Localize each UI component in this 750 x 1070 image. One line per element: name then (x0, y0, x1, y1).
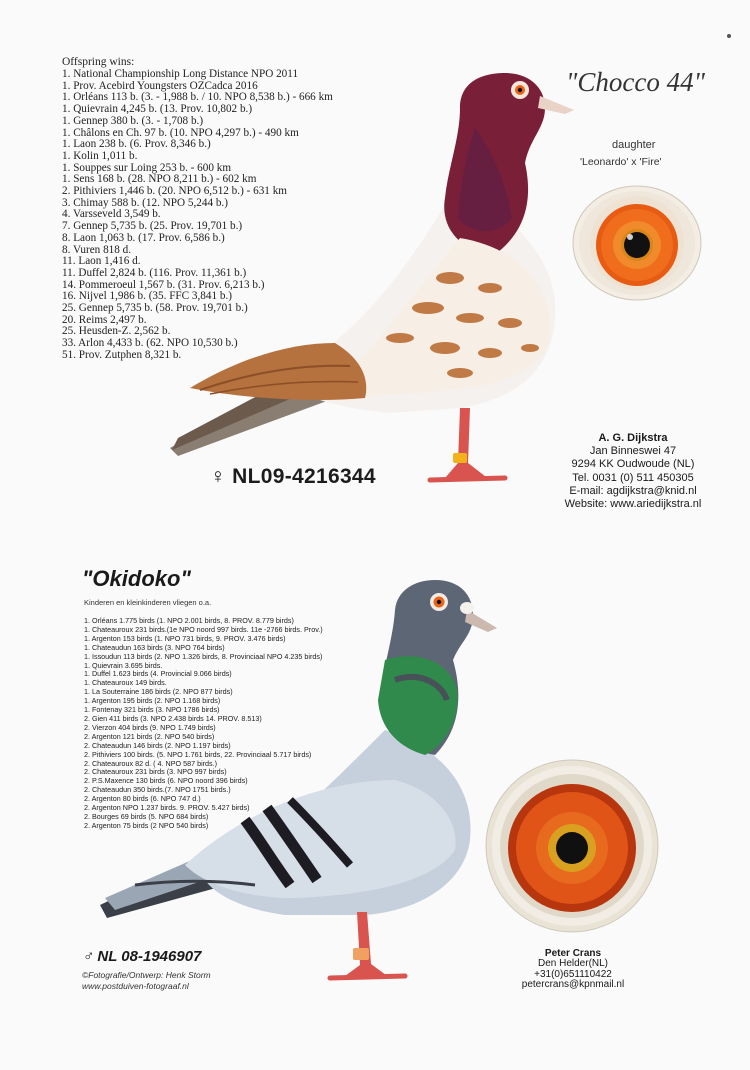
result-item: 3. Chimay 588 b. (12. NPO 5,244 b.) (62, 196, 228, 209)
result-item: 1. Gennep 380 b. (3. - 1,708 b.) (62, 114, 204, 127)
result-item: 2. Gien 411 birds (3. NPO 2.438 birds 14. PROV. 8.513) (84, 713, 262, 723)
ring-number-male: ♂ NL 08-1946907 (82, 948, 202, 965)
offspring-wins-heading: Offspring wins: (62, 56, 135, 68)
result-item: 2. Chateauroux 231 birds (3. NPO 997 birds) (84, 767, 227, 777)
owner-city: Den Helder(NL) (537, 958, 609, 970)
eye-photo-okidoko (484, 758, 660, 934)
result-item: 1. Duffel 1.623 birds (4. Provincial 9.066 birds) (84, 669, 232, 679)
result-item: 1. Argenton 153 birds (1. NPO 731 birds, 9. PROV. 3.476 birds) (84, 633, 286, 643)
result-item: 1. Chateaudun 163 birds (3. NPO 764 birds) (84, 642, 225, 652)
result-item: 8. Laon 1,063 b. (17. Prov. 6,586 b.) (62, 231, 225, 244)
result-item: 1. Kolin 1,011 b. (62, 149, 138, 162)
pedigree-parents: 'Leonardo' x 'Fire' (580, 156, 662, 168)
result-item: 16. Nijvel 1,986 b. (35. FFC 3,841 b.) (62, 290, 232, 303)
result-item: 2. Argenton 75 birds (2 NPO 540 birds) (84, 820, 209, 830)
result-item: 1. Souppes sur Loing 253 b. - 600 km (62, 161, 232, 174)
result-item: 1. Issoudun 113 birds (2. NPO 1.326 birds, 8. Provinciaal NPO 4.235 birds) (84, 651, 323, 661)
result-item: 1. Orléans 113 b. (3. - 1,988 b. / 10. NPO 8,538 b.) - 666 km (62, 91, 333, 104)
owner-email: petercrans@kpnmail.nl (521, 979, 625, 991)
result-item: 33. Arlon 4,433 b. (62. NPO 10,530 b.) (62, 337, 238, 350)
result-item: 1. Orléans 1.775 birds (1. NPO 2.001 birds, 8. PROV. 8.779 birds) (84, 616, 294, 625)
owner-street: Jan Binneswei 47 (589, 445, 677, 458)
result-item: 1. National Championship Long Distance NPO 2011 (62, 68, 299, 80)
result-item: 2. Argenton 80 birds (6. NPO 747 d.) (84, 794, 201, 804)
result-item: 11. Duffel 2,824 b. (116. Prov. 11,361 b.) (62, 266, 247, 279)
result-item: 2. Pithiviers 100 birds. (5. NPO 1.761 birds, 22. Provinciaal 5.717 birds) (84, 749, 312, 759)
result-item: 2. Bourges 69 birds (5. NPO 684 birds) (84, 811, 209, 821)
owner-phone: +31(0)651110422 (534, 968, 612, 980)
result-item: 2. Chateaudun 146 birds (2. NPO 1.197 birds) (84, 740, 231, 750)
owner-block-crans (498, 949, 648, 991)
result-item: 25. Heusden-Z. 2,562 b. (62, 325, 171, 338)
owner-block-dijkstra (543, 432, 723, 511)
eye-photo-chocco (571, 183, 705, 303)
photo-credit (82, 970, 211, 991)
credit-photographer: ©Fotografie/Ontwerp: Henk Storm (82, 970, 211, 980)
result-item: 1. Prov. Acebird Youngsters OZCadca 2016 (62, 79, 258, 92)
result-item: 2. Chateaudun 350 birds.(7. NPO 1751 birds.) (84, 785, 231, 795)
owner-tel: Tel. 0031 (0) 511 450305 (572, 471, 694, 484)
owner-name: A. G. Dijkstra (598, 432, 668, 444)
result-item: 1. Fontenay 321 birds (3. NPO 1786 birds) (84, 705, 220, 715)
result-item: 1. Chateauroux 231 birds.(1e NPO noord 997 birds. 11e -2766 birds. Prov.) (84, 624, 323, 634)
result-item: 1. Laon 238 b. (6. Prov. 8,346 b.) (62, 138, 211, 151)
pigeon-name-chocco: "Chocco 44" (566, 67, 705, 97)
result-item: 1. Sens 168 b. (28. NPO 8,211 b.) - 602 km (62, 173, 257, 186)
result-item: 2. Pithiviers 1,446 b. (20. NPO 6,512 b.) - 631 km (62, 185, 287, 198)
result-item: 1. Chateauroux 149 birds. (84, 678, 167, 688)
result-item: 1. Châlons en Ch. 97 b. (10. NPO 4,297 b.) - 490 km (62, 126, 299, 139)
result-item: 25. Gennep 5,735 b. (58. Prov. 19,701 b.) (62, 302, 248, 315)
result-item: 2. Chateauroux 82 d. ( 4. NPO 587 birds.) (84, 758, 218, 768)
speck-dot (727, 34, 731, 38)
result-item: 1. Quievrain 4,245 b. (13. Prov. 10,802 b.) (62, 103, 253, 116)
pigeon-photo-chocco (160, 68, 580, 498)
result-item: 20. Reims 2,497 b. (62, 313, 147, 326)
result-item: 8. Vuren 818 d. (62, 243, 132, 256)
result-item: 2. Vierzon 404 birds (9. NPO 1.749 birds) (84, 722, 216, 732)
owner-city: 9294 KK Oudwoude (NL) (571, 458, 695, 471)
pedigree-label: daughter (612, 139, 656, 151)
result-item: 2. Argenton 121 birds (2. NPO 540 birds) (84, 731, 215, 741)
offspring-subtitle: Kinderen en kleinkinderen vliegen o.a. (84, 598, 212, 607)
result-item: 1. Argenton 195 birds (2. NPO 1.168 birds) (84, 696, 221, 706)
owner-name: Peter Crans (544, 948, 602, 959)
ring-number-female: ♀ NL09-4216344 (210, 465, 376, 488)
result-item: 14. Pommeroeul 1,567 b. (31. Prov. 6,213 b.) (62, 278, 265, 291)
result-item: 4. Varsseveld 3,549 b. (62, 208, 161, 221)
pigeon-name-okidoko: "Okidoko" (82, 566, 191, 591)
result-item: 2. P.S.Maxence 130 birds (6. NPO noord 396 birds) (84, 776, 248, 786)
result-item: 11. Laon 1,416 d. (62, 255, 141, 268)
result-item: 1. La Souterraine 186 birds (2. NPO 877 birds) (84, 687, 233, 697)
result-item: 51. Prov. Zutphen 8,321 b. (62, 348, 182, 361)
owner-website: Website: www.ariedijkstra.nl (564, 498, 702, 511)
owner-email: E-mail: agdijkstra@knid.nl (569, 484, 697, 497)
result-item: 2. Argenton NPO 1.237 birds. 9. PROV. 5.427 birds) (84, 803, 250, 813)
result-item: 7. Gennep 5,735 b. (25. Prov. 19,701 b.) (62, 220, 243, 233)
pigeon-photo-okidoko (95, 580, 500, 990)
credit-website: www.postduiven-fotograaf.nl (82, 980, 189, 991)
result-item: 1. Quievrain 3.695 birds. (84, 660, 163, 670)
